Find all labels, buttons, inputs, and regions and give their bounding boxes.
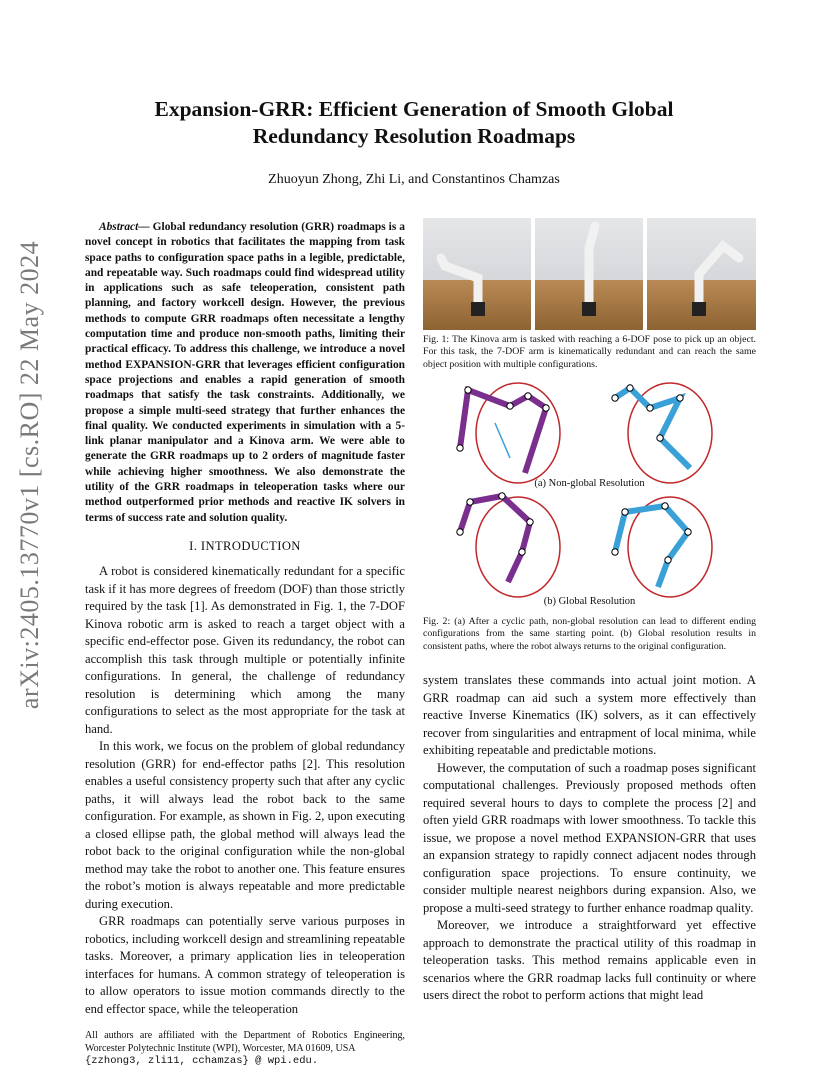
right-paragraph-1: system translates these commands into actual joint motion. A GRR roadmap can aid such a system more effectively than reactive Inverse Kinematics (IK) solvers, as it can effectively recover from singularities and entrapment of local minima, while exhibiting repeatable and predictable motions. <box>423 673 756 757</box>
footnote <box>85 1030 405 1068</box>
arxiv-id: arXiv:2405.13770v1 [cs.RO] 22 May 2024 <box>15 240 44 710</box>
abstract-text: Global redundancy resolution (GRR) roadmaps is a novel concept in robotics that facilitates the mapping from task space paths to configuration space paths in a legible, predictable, and repeatable way. Such roadmaps could find widespread utility in applications such as safe teleoperation, consistent path planning, and factory workcell design. However, the previous methods to compute GRR roadmaps often necessitate a lengthy computation time and produce non-smooth paths, limiting their practical efficacy. To address this challenge, we introduce a novel method EXPANSION-GRR that leverages efficient configuration space projections and enables a rapid generation of smooth roadmaps that satisfy the task constraints. Additionally, we propose a simple multi-seed strategy that further enhances the final quality. We conducted experiments in simulation with a 5-link planar manipulator and a Kinova arm. We were able to generate the GRR roadmaps up to 2 orders of magnitude faster while achieving higher smoothness. We also demonstrate the utility of the GRR roadmaps in teleoperation tasks where our method outperformed prior methods and reactive IK solvers in terms of success rate and solution quality. <box>85 221 405 524</box>
non-global-right-arm <box>612 383 712 483</box>
photo-panel-2 <box>535 218 643 330</box>
intro-paragraph-1: A robot is considered kinematically redundant for a specific task if it has more degrees of freedom (DOF) than those strictly required by the task [1]. As demonstrated in Fig. 1, the 7-DOF Kinova robotic arm is asked to reach a target object with a specific end-effector pose. Given its redundancy, the robot can accomplish this task through multiple or potentially infinite configurations. In general, the challenge of redundancy resolution is determining which among the many configurations to select as the most appropriate for the task at hand. <box>85 564 406 736</box>
global-right-arm <box>612 497 712 597</box>
figure-2b-diagram <box>450 492 740 602</box>
figure-2a-label: (a) Non-global Resolution <box>534 478 645 489</box>
right-paragraph-2: However, the computation of such a roadmap poses significant computational challenges. Previously proposed methods often required several hours to days to complete the process [2] and often yield GRR roadmaps with lower smoothness. To tackle this issue, we propose a novel method EXPANSION-GRR that uses an expansion strategy to rapidly connect adjacent nodes through configuration space projections. To ensure continuity, we consider multiple nearest neighbors during expansion. Also, we propose a multi-seed strategy to further enhance roadmap quality. <box>423 760 756 915</box>
photo-panel-1 <box>423 218 531 330</box>
right-column <box>423 672 756 1005</box>
title-line-2: Redundancy Resolution Roadmaps <box>252 124 576 148</box>
figure-1-caption: Fig. 1: The Kinova arm is tasked with reaching a 6-DOF pose to pick up an object. For this task, the 7-DOF arm is kinematically redundant and can reach the same object position with multiple configurations. <box>423 334 756 370</box>
abstract-label: Abstract— <box>99 221 150 233</box>
figure-2a-diagram <box>450 378 740 488</box>
left-column <box>85 220 405 1068</box>
intro-paragraph-2: In this work, we focus on the problem of global redundancy resolution (GRR) for end-effector paths [2]. This resolution enables a useful consistency property such that after any cyclic paths, it will always lead the robot back to the same configuration. For example, as shown in Fig. 2, upon executing a closed ellipse path, the global method will always lead the robot back to the original configuration while the non-global method may take the robot to another one. This feature ensures the robot’s motion is always repeatable and more predictable during execution. <box>85 739 405 911</box>
photo-panel-3 <box>647 218 756 330</box>
global-left-arm <box>457 493 560 597</box>
title-line-1: Expansion-GRR: Efficient Generation of Smooth Global <box>154 97 674 121</box>
paper-title <box>80 96 748 150</box>
figure-2b-label: (b) Global Resolution <box>543 596 636 607</box>
non-global-left-arm <box>457 383 560 483</box>
figure-2-caption: Fig. 2: (a) After a cyclic path, non-global resolution can lead to different ending configurations from the same starting point. (b) Global resolution results in consistent paths, where the robot always returns to the original configuration. <box>423 616 756 652</box>
abstract <box>85 220 405 526</box>
right-paragraph-3: Moreover, we introduce a straightforward yet effective approach to demonstrate the practical utility of this roadmap in teleoperation tasks. This method remains applicable even in scenarios where the GRR roadmap lacks full continuity or where users direct the robot to perform actions that might lead <box>423 918 756 1002</box>
arxiv-watermark <box>8 240 52 710</box>
section-heading: I. INTRODUCTION <box>189 538 301 553</box>
footnote-affiliation: All authors are affiliated with the Department of Robotics Engineering, Worcester Polytechnic Institute (WPI), Worcester, MA 01609, USA <box>85 1030 405 1054</box>
intro-paragraph-3: GRR roadmaps can potentially serve various purposes in robotics, including workcell design and streamlining repeatable tasks. Moreover, a primary application lies in teleoperation interfaces for humans. A common strategy of teleoperation is to allow operators to issue motion commands directly to the end effector space, while the teleoperation <box>85 914 405 1016</box>
author-list: Zhuoyun Zhong, Zhi Li, and Constantinos Chamzas <box>268 172 560 187</box>
kinova-arm-photo <box>423 218 756 330</box>
footnote-email: {zzhong3, zli11, cchamzas} @ wpi.edu. <box>85 1055 319 1068</box>
